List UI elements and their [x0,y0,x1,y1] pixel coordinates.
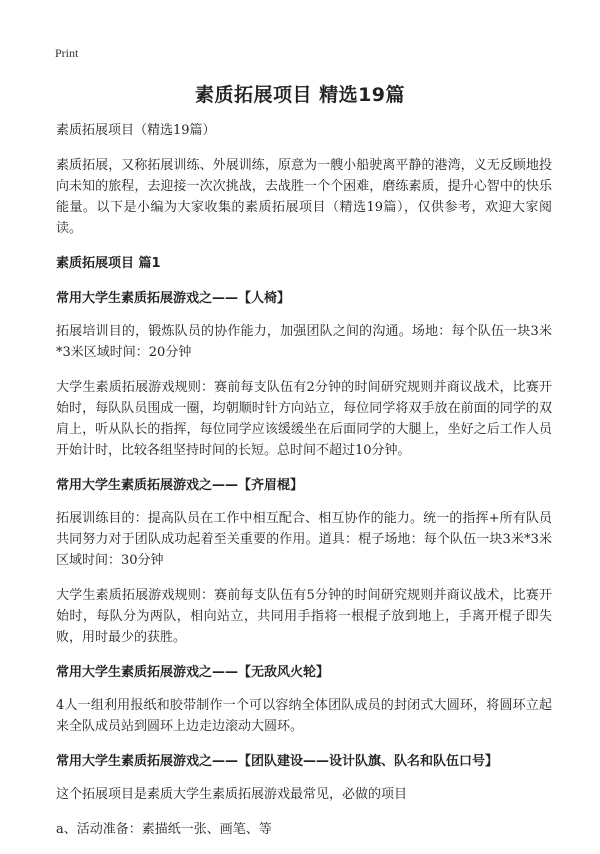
paragraph: a、活动准备：素描纸一张、画笔、等 [56,822,272,837]
game-heading-team-building: 常用大学生素质拓展游戏之——【团队建设——设计队旗、队名和队伍口号】 [56,754,499,769]
page-title: 素质拓展项目 精选19篇 [194,84,406,106]
paragraph: 大学生素质拓展游戏规则：赛前每支队伍有5分钟的时间研究规则并商议战术，比赛开始时，每队分为两队，相向站立，共同用手指将一根棍子放到地上，手离开棍子即失败，用时最少的获胜。 [56,588,552,645]
section-heading: 素质拓展项目 篇1 [56,256,161,271]
game-heading-wind-fire-wheel: 常用大学生素质拓展游戏之——【无敌风火轮】 [56,665,330,680]
paragraph: 拓展训练目的：提高队员在工作中相互配合、相互协作的能力。统一的指挥+所有队员共同努力对于团队成功起着至关重要的作用。道具：棍子场地：每个队伍一块3米*3米区域时间：30分钟 [56,511,552,568]
paragraph: 拓展培训目的，锻炼队员的协作能力，加强团队之间的沟通。场地：每个队伍一块3米*3米区域时间：20分钟 [56,324,552,360]
article-body [56,120,552,854]
game-heading-human-chair: 常用大学生素质拓展游戏之——【人椅】 [56,291,291,306]
game-heading-eyebrow-stick: 常用大学生素质拓展游戏之——【齐眉棍】 [56,478,304,493]
paragraph: 大学生素质拓展游戏规则：赛前每支队伍有2分钟的时间研究规则并商议战术，比赛开始时，每队队员围成一圈，均朝顺时针方向站立，每位同学将双手放在前面的同学的双肩上，听从队长的指挥，每位同学应该缓缓坐在后面同学的大腿上，坐好之后工作人员开始计时，比较各组坚持时间的长短。总时间不超过10分钟。 [56,380,552,458]
paragraph: 这个拓展项目是素质大学生素质拓展游戏最常见，必做的项目 [56,787,408,802]
paragraph: 4人一组利用报纸和胶带制作一个可以容纳全体团队成员的封闭式大圆环，将圆环立起来全队成员站到圆环上边走边滚动大圆环。 [56,698,552,734]
intro-paragraph: 素质拓展，又称拓展训练、外展训练，原意为一艘小船驶离平静的港湾，义无反顾地投向未知的旅程，去迎接一次次挑战，去战胜一个个困难，磨练素质，提升心智中的快乐能量。以下是小编为大家收集的素质拓展项目（精选19篇），仅供参考，欢迎大家阅读。 [56,158,552,236]
article-subtitle: 素质拓展项目（精选19篇） [56,123,216,138]
print-link[interactable]: Print [55,46,79,60]
